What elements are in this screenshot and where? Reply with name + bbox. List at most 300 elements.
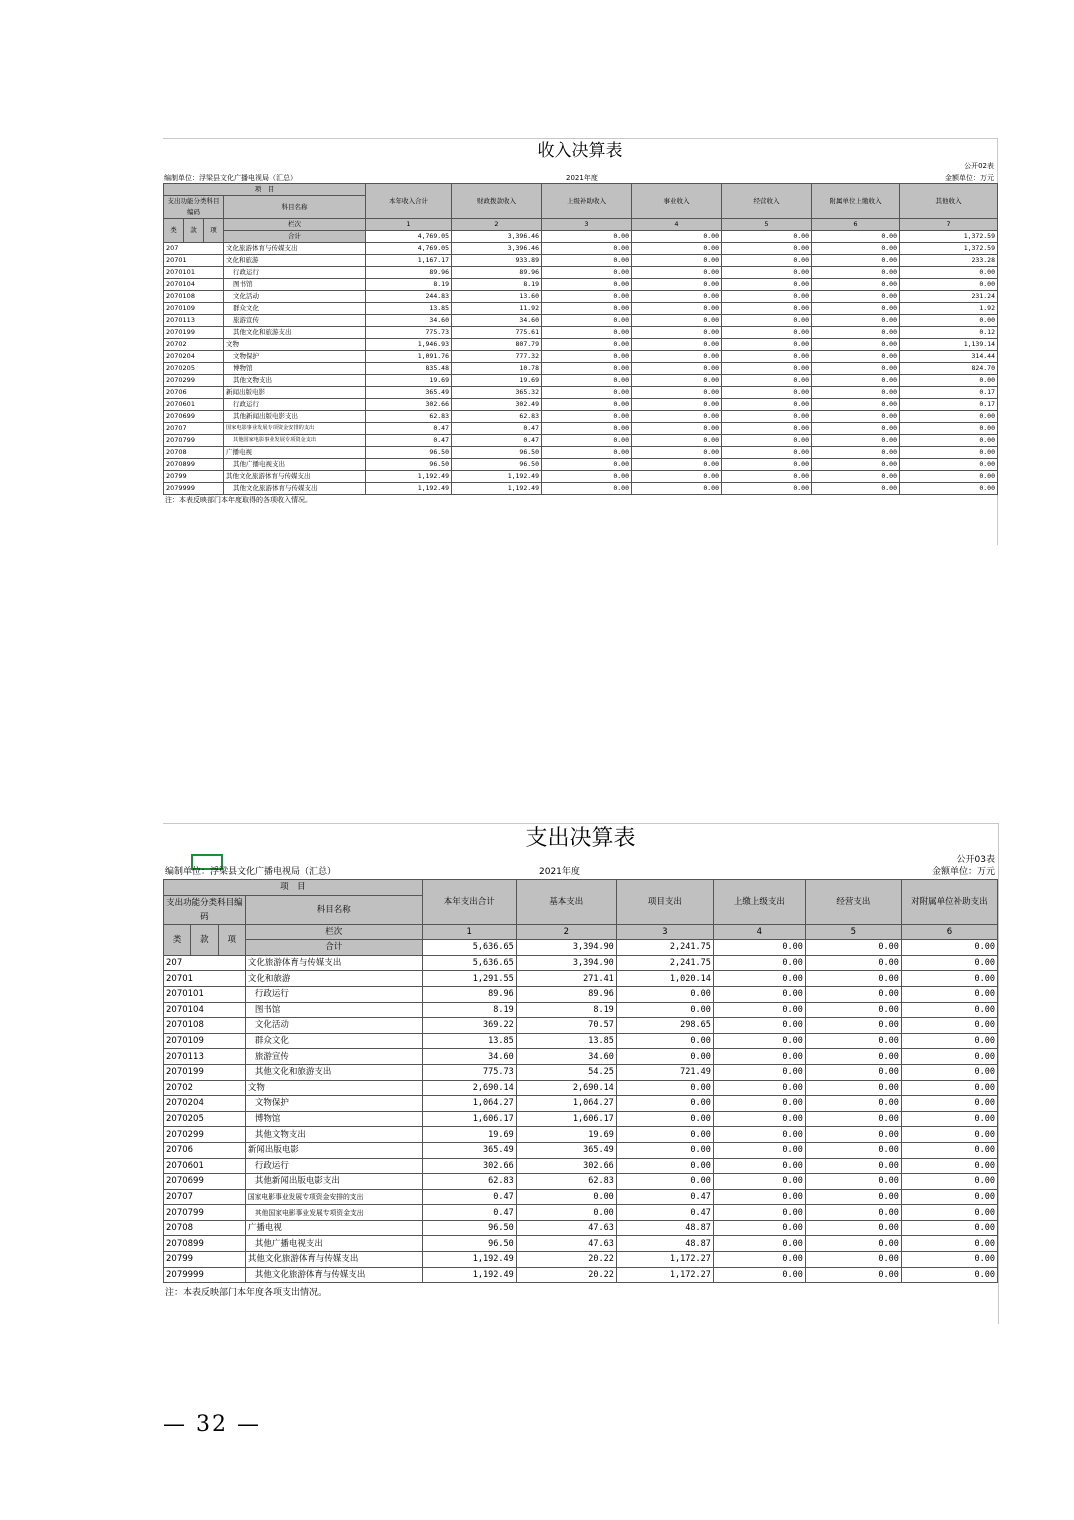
amount-cell: 0.00 (901, 1205, 997, 1221)
amount-cell: 0.00 (632, 411, 722, 423)
subject-code: 2079999 (164, 483, 224, 495)
amount-cell: 0.00 (713, 1002, 805, 1018)
expense-title: 支出决算表 (525, 826, 636, 851)
subject-name: 图书馆 (245, 1002, 422, 1018)
total-value: 0.00 (632, 231, 722, 243)
amount-cell: 0.00 (805, 1252, 901, 1268)
amount-cell: 62.83 (516, 1174, 616, 1190)
amount-cell: 0.00 (722, 291, 812, 303)
amount-cell: 0.00 (632, 351, 722, 363)
subject-name: 其他广播电视支出 (245, 1236, 422, 1252)
amount-cell: 0.00 (901, 1267, 997, 1283)
expense-meta-row (163, 854, 998, 866)
amount-cell: 13.85 (366, 303, 452, 315)
amount-cell: 0.00 (713, 1189, 805, 1205)
subject-code: 20707 (164, 423, 224, 435)
amount-cell: 0.00 (632, 255, 722, 267)
subject-code: 2070199 (164, 1064, 246, 1080)
amount-cell: 0.00 (713, 1158, 805, 1174)
expense-unit-label: 编制单位：浮梁县文化广播电视局（汇总） (165, 867, 337, 877)
table-row (164, 1236, 998, 1252)
amount-cell: 233.28 (900, 255, 998, 267)
amount-cell: 0.00 (713, 986, 805, 1002)
amount-cell: 70.57 (516, 1018, 616, 1034)
subject-code: 2070601 (164, 1158, 246, 1174)
subject-name: 行政运行 (245, 986, 422, 1002)
subject-name: 其他文物支出 (224, 375, 366, 387)
subject-code: 2070199 (164, 327, 224, 339)
total-value: 3,396.46 (452, 231, 542, 243)
subject-name: 其他文化旅游体育与传媒支出 (224, 471, 366, 483)
subject-code: 2070899 (164, 1236, 246, 1252)
subject-code: 207 (164, 243, 224, 255)
header-xiang-label: 项 (218, 924, 245, 955)
subject-name: 旅游宣传 (245, 1049, 422, 1065)
amount-cell: 3,396.46 (452, 243, 542, 255)
header-row (164, 924, 998, 940)
amount-cell: 0.00 (542, 327, 632, 339)
amount-cell: 0.00 (812, 483, 900, 495)
table-row (164, 1033, 998, 1049)
amount-cell: 0.00 (722, 375, 812, 387)
column-number: 2 (452, 219, 542, 231)
amount-cell: 0.00 (805, 1018, 901, 1034)
amount-cell: 0.00 (722, 279, 812, 291)
table-row (164, 1189, 998, 1205)
amount-cell: 1,020.14 (616, 971, 713, 987)
subject-code: 20706 (164, 1142, 246, 1158)
amount-cell: 20.22 (516, 1252, 616, 1268)
amount-cell: 0.00 (812, 243, 900, 255)
table-row (164, 339, 998, 351)
amount-cell: 0.00 (713, 1142, 805, 1158)
income-currency: 金额单位：万元 (945, 174, 994, 182)
amount-cell: 0.00 (900, 411, 998, 423)
expense-currency: 金额单位：万元 (931, 867, 995, 877)
amount-cell: 1,091.76 (366, 351, 452, 363)
subject-name: 旅游宣传 (224, 315, 366, 327)
amount-cell: 0.00 (722, 447, 812, 459)
amount-cell: 0.00 (632, 267, 722, 279)
subject-name: 广播电视 (224, 447, 366, 459)
amount-cell: 0.00 (812, 303, 900, 315)
table-row (164, 1111, 998, 1127)
table-row (164, 1096, 998, 1112)
table-row (164, 1080, 998, 1096)
amount-cell: 0.00 (805, 1002, 901, 1018)
amount-cell: 0.00 (542, 303, 632, 315)
amount-cell: 0.00 (616, 986, 713, 1002)
table-row (164, 1267, 998, 1283)
amount-cell: 0.00 (713, 1096, 805, 1112)
total-value: 1,372.59 (900, 231, 998, 243)
amount-cell: 34.60 (452, 315, 542, 327)
amount-cell: 721.49 (616, 1064, 713, 1080)
amount-cell: 0.00 (805, 986, 901, 1002)
subject-name: 文化和旅游 (245, 971, 422, 987)
amount-cell: 0.00 (900, 483, 998, 495)
amount-cell: 0.00 (542, 315, 632, 327)
amount-cell: 0.00 (722, 243, 812, 255)
amount-cell: 0.00 (901, 1127, 997, 1143)
amount-cell: 0.47 (366, 435, 452, 447)
table-row (164, 1205, 998, 1221)
table-row (164, 399, 998, 411)
expense-form-code: 公开03表 (956, 855, 995, 865)
table-row (164, 986, 998, 1002)
amount-cell: 0.00 (632, 315, 722, 327)
subject-code: 20707 (164, 1189, 246, 1205)
amount-cell: 0.00 (901, 955, 997, 971)
amount-cell: 302.49 (452, 399, 542, 411)
amount-cell: 0.00 (901, 1049, 997, 1065)
amount-cell: 2,241.75 (616, 955, 713, 971)
subject-code: 20708 (164, 1220, 246, 1236)
amount-cell: 0.00 (542, 411, 632, 423)
amount-cell: 34.60 (422, 1049, 516, 1065)
subject-code: 2070109 (164, 303, 224, 315)
amount-cell: 89.96 (516, 986, 616, 1002)
amount-cell: 365.49 (422, 1142, 516, 1158)
column-header: 事业收入 (632, 184, 722, 219)
amount-cell: 62.83 (422, 1174, 516, 1190)
table-row (164, 255, 998, 267)
subject-name: 新闻出版电影 (224, 387, 366, 399)
table-row (164, 387, 998, 399)
amount-cell: 0.00 (722, 303, 812, 315)
amount-cell: 19.69 (516, 1127, 616, 1143)
amount-cell: 0.00 (542, 459, 632, 471)
subject-code: 2070204 (164, 351, 224, 363)
amount-cell: 0.00 (542, 399, 632, 411)
page-number: — 32 — (163, 1412, 261, 1437)
amount-cell: 89.96 (452, 267, 542, 279)
subject-name: 其他广播电视支出 (224, 459, 366, 471)
amount-cell: 0.00 (713, 1220, 805, 1236)
amount-cell: 5,636.65 (422, 955, 516, 971)
amount-cell: 0.00 (812, 459, 900, 471)
amount-cell: 244.83 (366, 291, 452, 303)
amount-cell: 89.96 (366, 267, 452, 279)
total-value: 0.00 (805, 940, 901, 956)
subject-name: 其他新闻出版电影支出 (245, 1174, 422, 1190)
table-row (164, 279, 998, 291)
subject-code: 20702 (164, 1080, 246, 1096)
amount-cell: 0.00 (805, 1080, 901, 1096)
amount-cell: 0.00 (901, 1236, 997, 1252)
header-lanci-label: 栏次 (245, 924, 422, 940)
amount-cell: 0.00 (805, 1142, 901, 1158)
subject-name: 其他国家电影事业发展专项资金支出 (224, 435, 366, 447)
table-row (164, 315, 998, 327)
column-header: 对附属单位补助支出 (901, 880, 997, 925)
table-row (164, 435, 998, 447)
amount-cell: 0.00 (713, 1205, 805, 1221)
amount-cell: 775.61 (452, 327, 542, 339)
amount-cell: 0.00 (805, 1111, 901, 1127)
amount-cell: 777.32 (452, 351, 542, 363)
amount-cell: 0.00 (901, 1080, 997, 1096)
amount-cell: 0.00 (805, 1158, 901, 1174)
subject-name: 文化和旅游 (224, 255, 366, 267)
amount-cell: 1,192.49 (452, 483, 542, 495)
amount-cell: 0.00 (812, 339, 900, 351)
amount-cell: 1.92 (900, 303, 998, 315)
expense-note: 注：本表反映部门本年度各项支出情况。 (165, 1288, 328, 1299)
table-row (164, 1049, 998, 1065)
table-row (164, 1174, 998, 1190)
amount-cell: 0.00 (713, 955, 805, 971)
header-lei-label: 类 (164, 219, 184, 243)
amount-cell: 0.00 (901, 986, 997, 1002)
amount-cell: 0.00 (722, 411, 812, 423)
amount-cell: 0.00 (812, 435, 900, 447)
amount-cell: 0.00 (616, 1080, 713, 1096)
subject-name: 博物馆 (224, 363, 366, 375)
amount-cell: 1,064.27 (516, 1096, 616, 1112)
expense-meta-row-2 (163, 866, 998, 879)
amount-cell: 0.00 (812, 471, 900, 483)
amount-cell: 0.00 (713, 1267, 805, 1283)
total-value: 0.00 (722, 231, 812, 243)
amount-cell: 13.85 (516, 1033, 616, 1049)
amount-cell: 824.70 (900, 363, 998, 375)
amount-cell: 807.79 (452, 339, 542, 351)
amount-cell: 62.83 (366, 411, 452, 423)
amount-cell: 0.00 (722, 459, 812, 471)
subject-code: 2070104 (164, 1002, 246, 1018)
subject-name: 其他新闻出版电影支出 (224, 411, 366, 423)
amount-cell: 0.00 (805, 1267, 901, 1283)
amount-cell: 1,139.14 (900, 339, 998, 351)
amount-cell: 0.00 (713, 1080, 805, 1096)
amount-cell: 0.00 (805, 1064, 901, 1080)
table-row (164, 375, 998, 387)
amount-cell: 0.00 (900, 435, 998, 447)
amount-cell: 0.00 (900, 459, 998, 471)
amount-cell: 365.49 (516, 1142, 616, 1158)
amount-cell: 0.00 (616, 1111, 713, 1127)
amount-cell: 0.47 (452, 423, 542, 435)
subject-code: 20799 (164, 1252, 246, 1268)
subject-name: 广播电视 (245, 1220, 422, 1236)
amount-cell: 20.22 (516, 1267, 616, 1283)
income-note: 注：本表反映部门本年度取得的各项收入情况。 (165, 496, 312, 504)
amount-cell: 0.00 (632, 447, 722, 459)
amount-cell: 0.00 (542, 351, 632, 363)
amount-cell: 0.00 (542, 483, 632, 495)
subject-code: 2070699 (164, 1174, 246, 1190)
amount-cell: 0.00 (542, 267, 632, 279)
amount-cell: 0.00 (616, 1158, 713, 1174)
amount-cell: 0.00 (901, 1111, 997, 1127)
amount-cell: 96.50 (366, 459, 452, 471)
amount-cell: 4,769.05 (366, 243, 452, 255)
subject-name: 其他文化旅游体育与传媒支出 (245, 1267, 422, 1283)
column-number: 1 (422, 924, 516, 940)
header-lei-label: 类 (164, 924, 191, 955)
amount-cell: 0.00 (805, 955, 901, 971)
subject-code: 2070108 (164, 1018, 246, 1034)
subject-name: 文物 (224, 339, 366, 351)
total-value: 0.00 (812, 231, 900, 243)
amount-cell: 0.00 (901, 1018, 997, 1034)
amount-cell: 0.00 (632, 387, 722, 399)
column-number: 7 (900, 219, 998, 231)
amount-cell: 0.00 (722, 339, 812, 351)
table-row (164, 303, 998, 315)
amount-cell: 0.00 (901, 1220, 997, 1236)
column-header: 附属单位上缴收入 (812, 184, 900, 219)
amount-cell: 62.83 (452, 411, 542, 423)
amount-cell: 0.47 (452, 435, 542, 447)
column-header: 上级补助收入 (542, 184, 632, 219)
amount-cell: 0.00 (901, 1002, 997, 1018)
subject-name: 行政运行 (245, 1158, 422, 1174)
header-kuan-label: 款 (184, 219, 204, 243)
amount-cell: 0.00 (542, 435, 632, 447)
subject-code: 2070101 (164, 986, 246, 1002)
amount-cell: 369.22 (422, 1018, 516, 1034)
subject-name: 其他文物支出 (245, 1127, 422, 1143)
total-value: 3,394.90 (516, 940, 616, 956)
header-name-label: 科目名称 (224, 196, 366, 219)
amount-cell: 1,192.49 (422, 1252, 516, 1268)
amount-cell: 0.00 (901, 1033, 997, 1049)
amount-cell: 0.00 (516, 1205, 616, 1221)
amount-cell: 0.00 (812, 411, 900, 423)
amount-cell: 1,291.55 (422, 971, 516, 987)
subject-code: 2070101 (164, 267, 224, 279)
subject-name: 群众文化 (245, 1033, 422, 1049)
amount-cell: 13.85 (422, 1033, 516, 1049)
amount-cell: 0.00 (616, 1174, 713, 1190)
income-meta-row (163, 163, 997, 173)
amount-cell: 0.00 (722, 351, 812, 363)
amount-cell: 0.00 (900, 279, 998, 291)
subject-code: 2070108 (164, 291, 224, 303)
column-number: 1 (366, 219, 452, 231)
income-table (163, 183, 998, 495)
table-row (164, 243, 998, 255)
subject-code: 2070113 (164, 315, 224, 327)
column-number: 6 (812, 219, 900, 231)
column-number: 2 (516, 924, 616, 940)
amount-cell: 0.47 (422, 1189, 516, 1205)
table-row (164, 471, 998, 483)
amount-cell: 0.00 (632, 327, 722, 339)
amount-cell: 0.00 (616, 1002, 713, 1018)
header-kuan-label: 款 (191, 924, 218, 955)
amount-cell: 0.00 (713, 1174, 805, 1190)
amount-cell: 1,172.27 (616, 1267, 713, 1283)
amount-cell: 0.00 (616, 1096, 713, 1112)
table-row (164, 423, 998, 435)
header-row (164, 184, 998, 196)
amount-cell: 0.00 (901, 1174, 997, 1190)
amount-cell: 0.00 (812, 423, 900, 435)
header-code-label: 支出功能分类科目编码 (164, 895, 246, 924)
subject-code: 2070299 (164, 1127, 246, 1143)
subject-code: 2070799 (164, 1205, 246, 1221)
column-header: 基本支出 (516, 880, 616, 925)
amount-cell: 0.00 (805, 1220, 901, 1236)
subject-name: 其他国家电影事业发展专项资金支出 (245, 1205, 422, 1221)
amount-cell: 0.00 (713, 1111, 805, 1127)
amount-cell: 48.87 (616, 1220, 713, 1236)
total-row (164, 231, 998, 243)
amount-cell: 0.00 (713, 971, 805, 987)
subject-name: 新闻出版电影 (245, 1142, 422, 1158)
income-title: 收入决算表 (537, 141, 623, 161)
amount-cell: 0.00 (632, 279, 722, 291)
amount-cell: 0.00 (722, 435, 812, 447)
table-row (164, 1064, 998, 1080)
amount-cell: 0.00 (805, 971, 901, 987)
amount-cell: 0.00 (812, 375, 900, 387)
amount-cell: 48.87 (616, 1236, 713, 1252)
amount-cell: 0.00 (542, 243, 632, 255)
column-number: 4 (632, 219, 722, 231)
amount-cell: 0.00 (812, 399, 900, 411)
amount-cell: 0.00 (632, 423, 722, 435)
table-row (164, 483, 998, 495)
table-row (164, 971, 998, 987)
amount-cell: 0.00 (722, 267, 812, 279)
total-label: 合计 (245, 940, 422, 956)
header-row (164, 219, 998, 231)
amount-cell: 0.00 (722, 471, 812, 483)
table-row (164, 459, 998, 471)
subject-name: 其他文化和旅游支出 (245, 1064, 422, 1080)
amount-cell: 19.69 (366, 375, 452, 387)
amount-cell: 0.00 (632, 303, 722, 315)
table-row (164, 1252, 998, 1268)
amount-cell: 835.48 (366, 363, 452, 375)
amount-cell: 19.69 (422, 1127, 516, 1143)
table-row (164, 291, 998, 303)
amount-cell: 0.00 (812, 315, 900, 327)
amount-cell: 0.00 (542, 387, 632, 399)
subject-name: 其他文化旅游体育与传媒支出 (224, 483, 366, 495)
subject-code: 2070799 (164, 435, 224, 447)
amount-cell: 0.00 (542, 471, 632, 483)
subject-name: 行政运行 (224, 399, 366, 411)
amount-cell: 0.00 (542, 447, 632, 459)
column-number: 5 (722, 219, 812, 231)
subject-name: 行政运行 (224, 267, 366, 279)
subject-code: 20702 (164, 339, 224, 351)
amount-cell: 0.00 (805, 1049, 901, 1065)
subject-code: 20799 (164, 471, 224, 483)
amount-cell: 0.00 (616, 1033, 713, 1049)
amount-cell: 231.24 (900, 291, 998, 303)
amount-cell: 0.00 (632, 471, 722, 483)
expense-table (163, 879, 998, 1283)
amount-cell: 54.25 (516, 1064, 616, 1080)
table-row (164, 1018, 998, 1034)
header-xiang-label: 项 (204, 219, 224, 243)
amount-cell: 0.00 (542, 291, 632, 303)
amount-cell: 0.17 (900, 399, 998, 411)
amount-cell: 0.00 (722, 315, 812, 327)
table-row (164, 267, 998, 279)
amount-cell: 0.00 (542, 279, 632, 291)
header-item-label: 项 目 (164, 184, 366, 196)
amount-cell: 314.44 (900, 351, 998, 363)
amount-cell: 13.60 (452, 291, 542, 303)
header-item-label: 项 目 (164, 880, 423, 896)
